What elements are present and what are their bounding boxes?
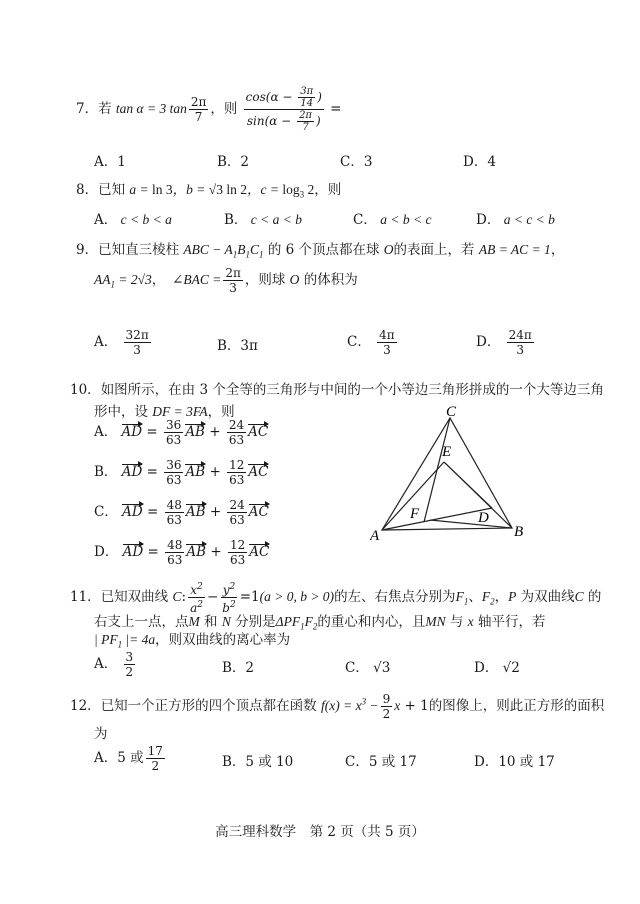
page-footer: 高三理科数学 第 2 页（共 5 页） xyxy=(215,824,425,840)
option-b[interactable]: B．2 xyxy=(222,660,255,676)
option-b[interactable]: B．5 或 10 xyxy=(222,754,294,770)
fraction: cos(α − $\frac{3\pi}{14}$ ) sin(α − $\frac{2\pi}{7}$ ) xyxy=(245,86,322,133)
option-d[interactable]: D．10 或 17 xyxy=(474,754,555,770)
question-number: 11． xyxy=(70,589,101,605)
question-11: 11．已知双曲线 C: $\frac{x^2}{a^2}$ − $\frac{y^2}{b^2}$ =1(a > 0, b > 0)的左、右焦点分别为$F_1$、$F_2$，P 为双曲线C 的 xyxy=(70,582,602,615)
option-c[interactable]: C． √3 xyxy=(345,660,391,676)
option-b[interactable]: B． c < a < b xyxy=(224,212,303,228)
option-a[interactable]: A．1 xyxy=(94,154,126,170)
option-d[interactable]: D． a < c < b xyxy=(476,212,555,228)
option-d[interactable]: D． $\frac{24\pi}{3}$ xyxy=(476,328,532,357)
option-b[interactable]: B．2 xyxy=(217,154,250,170)
segment-c-f xyxy=(424,418,450,522)
label-e: E xyxy=(442,444,452,460)
question-9-line-2: $AA_1 = 2√3$， ∠BAC = $\frac{2\pi}{3}$ ，则球 O 的体积为 xyxy=(94,266,358,295)
option-c[interactable]: C． AD = $\frac{48}{63}$ AB + $\frac{24}{63}$ AC xyxy=(94,498,269,527)
question-8: 8．已知 a = ln 3，b = √3 ln 2，$c = \log_3 2$，则 xyxy=(76,182,342,200)
label-b: B xyxy=(514,524,524,540)
option-d[interactable]: D． √2 xyxy=(474,660,520,676)
question-10: 10．如图所示，在由 3 个全等的三角形与中间的一个小等边三角形拼成的一个大等边三角 xyxy=(70,382,604,398)
question-11-line-3: | $PF_1$ |= 4a，则双曲线的离心率为 xyxy=(94,632,291,650)
option-c[interactable]: C． a < b < c xyxy=(353,212,432,228)
segment-b-d xyxy=(430,520,512,528)
option-a[interactable]: A． $\frac{32\pi}{3}$ xyxy=(94,328,149,357)
question-12-line-2: 为 xyxy=(94,726,108,742)
label-a: A xyxy=(370,528,380,544)
formula: a = ln 3，b = √3 ln 2，$c = \log_3 2$ xyxy=(129,182,315,200)
question-number: 10． xyxy=(70,382,101,398)
formula: tan α = 3 tan xyxy=(115,101,187,116)
option-c[interactable]: C．5 或 17 xyxy=(345,754,417,770)
option-a[interactable]: A． c < b < a xyxy=(94,212,172,228)
option-a[interactable]: A． AD = $\frac{36}{63}$ AB + $\frac{24}{63}$ AC xyxy=(94,418,269,447)
outer-triangle xyxy=(382,418,512,530)
option-c[interactable]: C． $\frac{4\pi}{3}$ xyxy=(347,328,395,357)
option-b[interactable]: B．3π xyxy=(217,338,258,354)
label-f: F xyxy=(410,506,420,522)
question-11-line-2: 右支上一点，点M 和 N 分别是$\Delta PF_1F_2$的重心和内心，且MN 与 x 轴平行，若 xyxy=(94,614,546,632)
question-number: 9． xyxy=(76,242,99,258)
question-10-line-2: 形中，设 DF = 3FA，则 xyxy=(94,404,235,420)
option-a[interactable]: A． $\frac{3}{2}$ xyxy=(94,650,134,679)
option-a[interactable]: A．5 或 $\frac{17}{2}$ xyxy=(94,744,163,773)
question-12: 12．已知一个正方形的四个顶点都在函数 $f(x) = x^3$ − $\frac{9}{2}$ x + 1的图像上，则此正方形的面积 xyxy=(70,692,605,721)
question-number: 8． xyxy=(76,182,99,198)
option-d[interactable]: D．4 xyxy=(463,154,496,170)
question-7: 7．若 tan α = 3 tan $\frac{2\pi}{7}$ ，则 cos(α − $\frac{3\pi}{14}$ ) sin(α − $\frac{2\pi}{7}$ ) = xyxy=(76,86,342,133)
question-number: 7． xyxy=(76,101,99,117)
triangle-figure xyxy=(370,400,540,545)
option-c[interactable]: C．3 xyxy=(340,154,373,170)
label-d: D xyxy=(478,510,489,526)
question-number: 12． xyxy=(70,698,101,714)
label-c: C xyxy=(446,404,457,420)
option-b[interactable]: B． AD = $\frac{36}{63}$ AB + $\frac{12}{63}$ AC xyxy=(94,458,269,487)
question-9: 9．已知直三棱柱 ABC − $A_1B_1C_1$ 的 6 个顶点都在球 O的表面上，若 AB = AC = 1， xyxy=(76,242,565,260)
option-d[interactable]: D． AD = $\frac{48}{63}$ AB + $\frac{12}{63}$ AC xyxy=(94,538,270,567)
fraction: $\frac{2\pi}{7}$ xyxy=(190,95,207,124)
